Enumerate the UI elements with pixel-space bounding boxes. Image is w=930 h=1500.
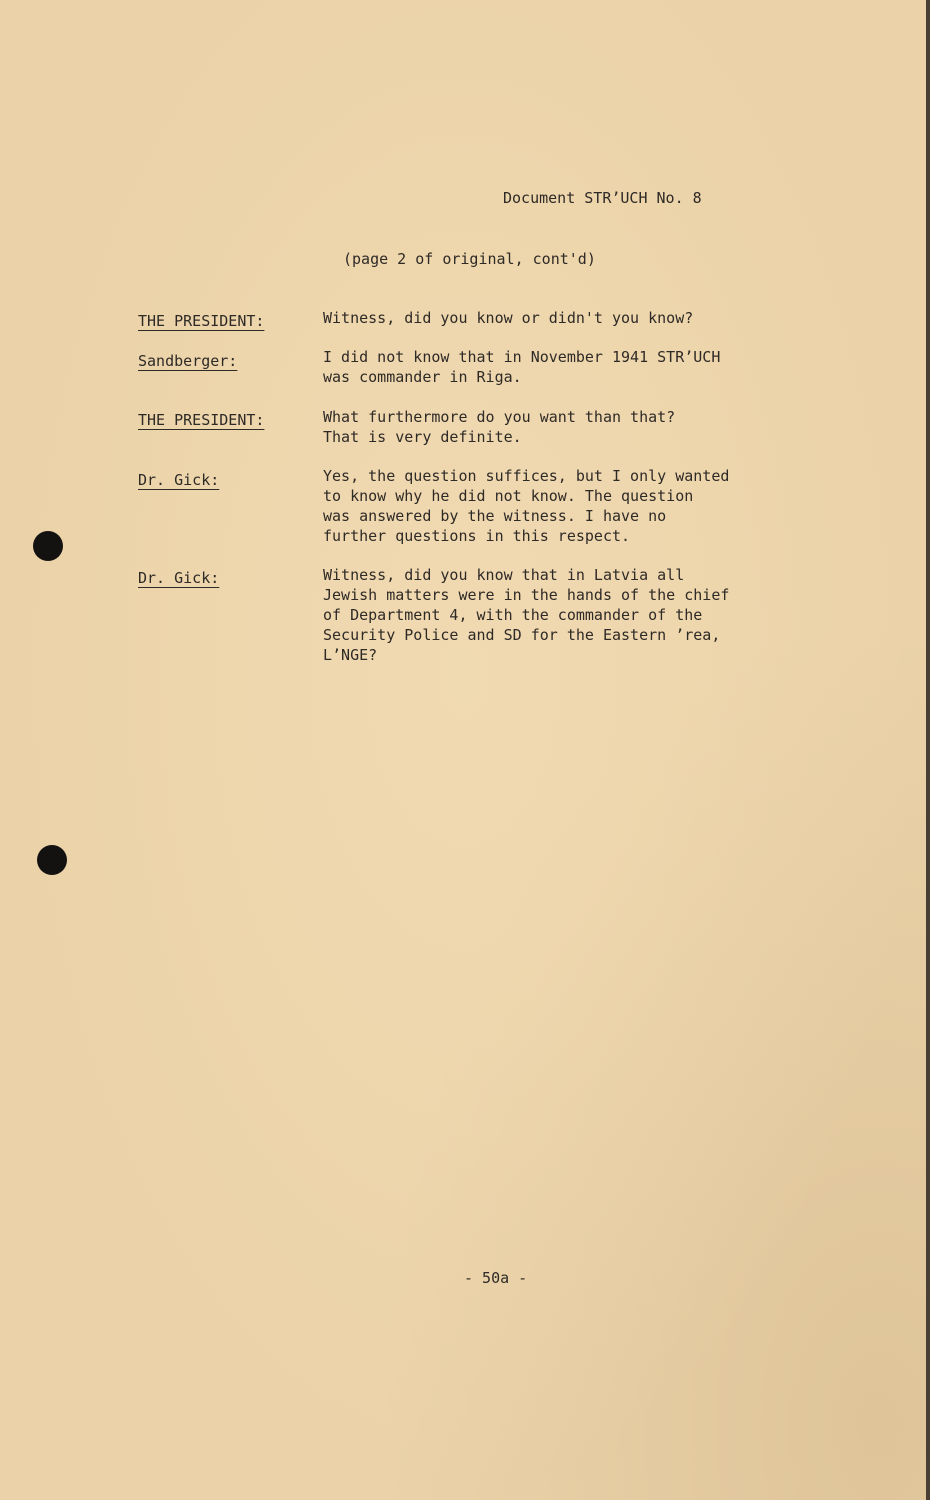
punch-hole-bottom — [37, 845, 67, 875]
speaker-label: THE PRESIDENT: — [138, 312, 265, 330]
speech-text: Yes, the question suffices, but I only wanted to know why he did not know. The question was answered by the witness. I have no further questions in this respect. — [323, 467, 730, 545]
speech-text: Witness, did you know that in Latvia all Jewish matters were in the hands of the chief of Department 4, with the commander of the Security Police and SD for the Eastern ’rea, L’NGE? — [323, 566, 730, 664]
speech-text: I did not know that in November 1941 STR’UCH was commander in Riga. — [323, 348, 721, 386]
page-number: - 50a - — [464, 1269, 528, 1287]
speaker-label: Sandberger: — [138, 352, 238, 370]
document-number: Document STR’UCH No. 8 — [503, 189, 702, 207]
speaker-label: Dr. Gick: — [138, 569, 220, 587]
punch-hole-top — [33, 531, 63, 561]
speaker-label: Dr. Gick: — [138, 471, 220, 489]
page-note: (page 2 of original, cont'd) — [343, 250, 596, 268]
speech-text: Witness, did you know or didn't you know? — [323, 309, 694, 327]
speech-text: What furthermore do you want than that? That is very definite. — [323, 408, 676, 446]
speaker-label: THE PRESIDENT: — [138, 411, 265, 429]
